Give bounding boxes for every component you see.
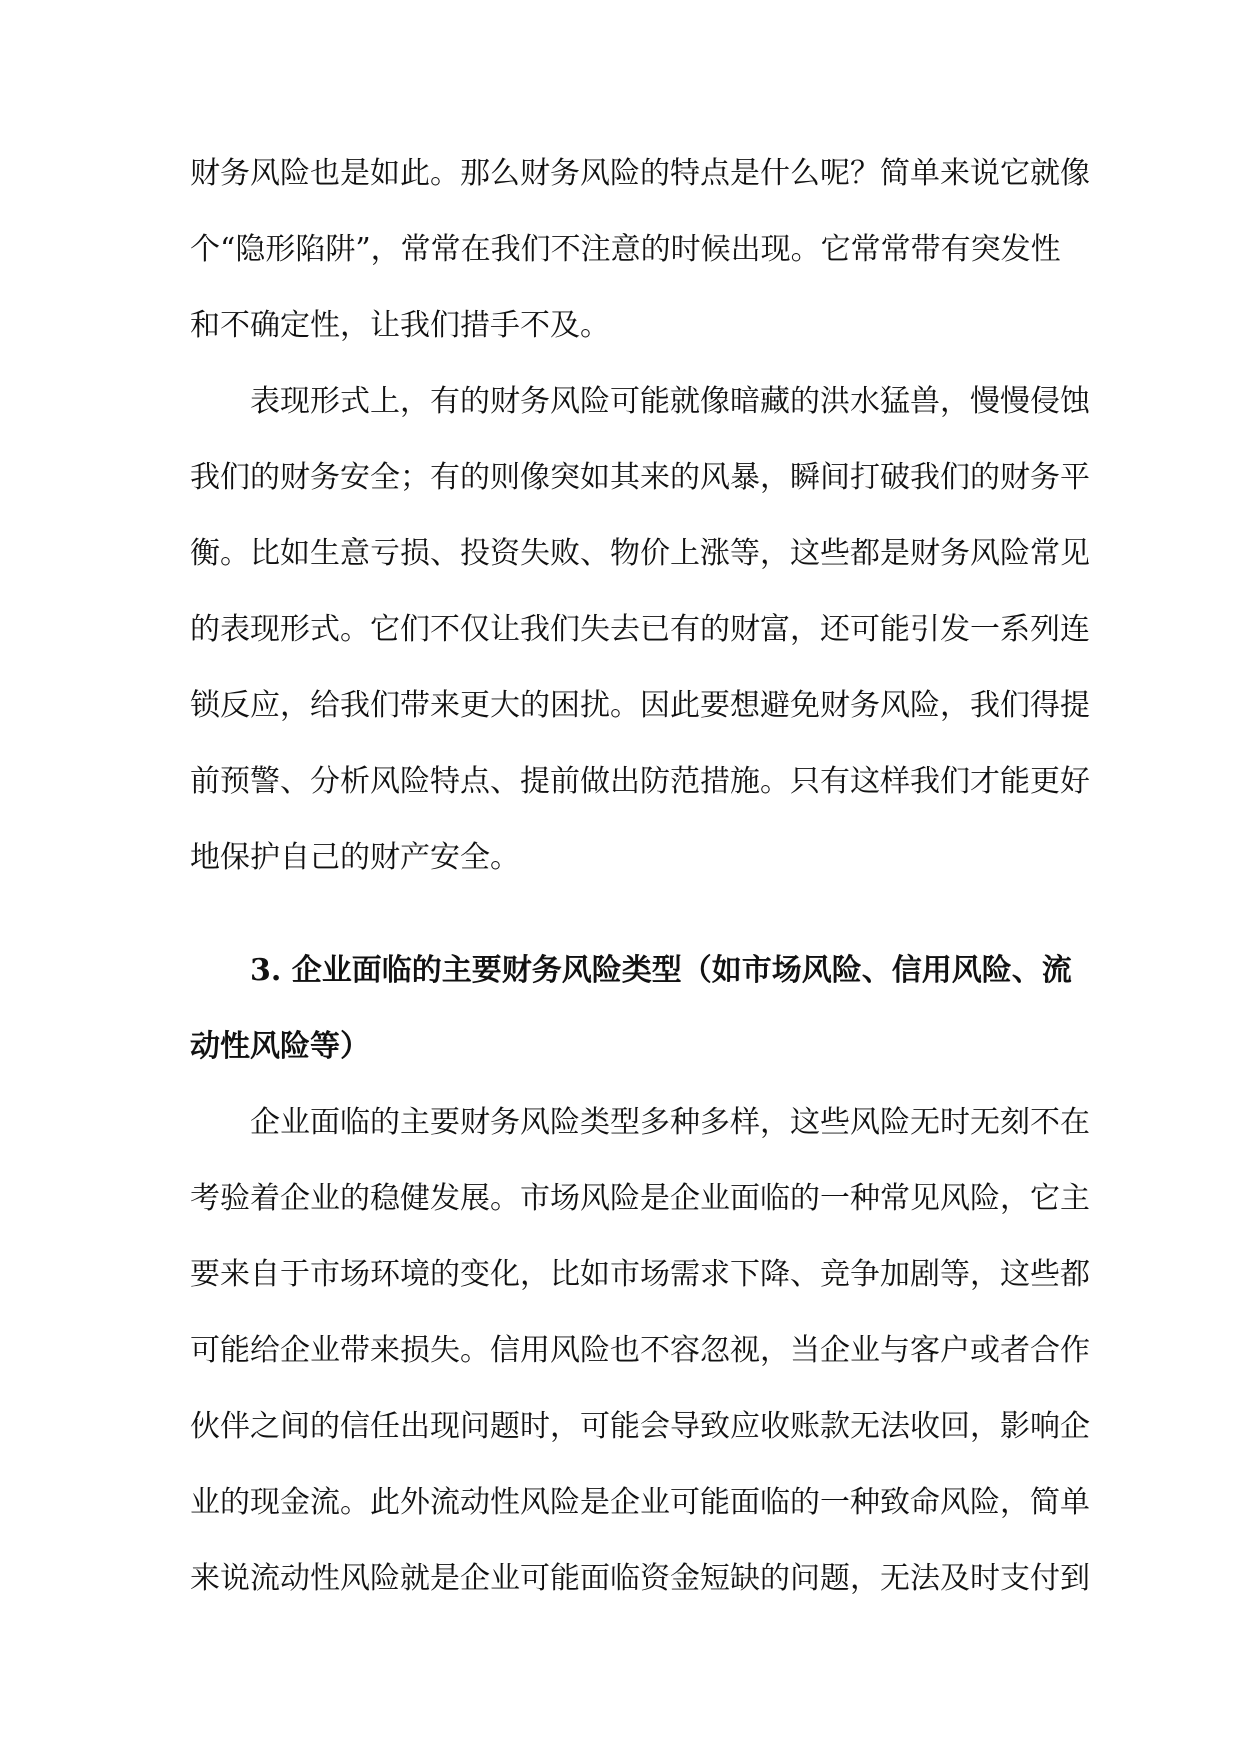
text-line: 来说流动性风险就是企业可能面临资金短缺的问题，无法及时支付到 bbox=[190, 1561, 1090, 1596]
paragraph-risk-types bbox=[190, 1085, 1090, 1617]
text-line: 业的现金流。此外流动性风险是企业可能面临的一种致命风险，简单 bbox=[190, 1485, 1090, 1520]
text-line: 要来自于市场环境的变化，比如市场需求下降、竞争加剧等，这些都 bbox=[190, 1257, 1090, 1292]
section-heading bbox=[190, 933, 1070, 1085]
heading-line: 动性风险等） bbox=[190, 1029, 370, 1064]
text-line: 可能给企业带来损失。信用风险也不容忽视，当企业与客户或者合作 bbox=[190, 1333, 1090, 1368]
paragraph-financial-risk-traits bbox=[190, 136, 1090, 364]
text-line: 个“隐形陷阱”，常常在我们不注意的时候出现。它常常带有突发性 bbox=[190, 232, 1061, 267]
text-line: 考验着企业的稳健发展。市场风险是企业面临的一种常见风险，它主 bbox=[190, 1181, 1090, 1216]
paragraph-risk-manifestations bbox=[190, 364, 1090, 896]
text-line: 表现形式上，有的财务风险可能就像暗藏的洪水猛兽，慢慢侵蚀 bbox=[250, 384, 1090, 419]
text-line: 和不确定性，让我们措手不及。 bbox=[190, 308, 610, 343]
text-line: 地保护自己的财产安全。 bbox=[190, 840, 520, 875]
text-line: 财务风险也是如此。那么财务风险的特点是什么呢？简单来说它就像 bbox=[190, 156, 1090, 191]
heading-line: 3. 企业面临的主要财务风险类型（如市场风险、信用风险、流 bbox=[250, 953, 1072, 988]
text-line: 锁反应，给我们带来更大的困扰。因此要想避免财务风险，我们得提 bbox=[190, 688, 1090, 723]
text-line: 前预警、分析风险特点、提前做出防范措施。只有这样我们才能更好 bbox=[190, 764, 1090, 799]
text-line: 我们的财务安全；有的则像突如其来的风暴，瞬间打破我们的财务平 bbox=[190, 460, 1090, 495]
text-line: 衡。比如生意亏损、投资失败、物价上涨等，这些都是财务风险常见 bbox=[190, 536, 1090, 571]
text-line: 伙伴之间的信任出现问题时，可能会导致应收账款无法收回，影响企 bbox=[190, 1409, 1090, 1444]
text-line: 的表现形式。它们不仅让我们失去已有的财富，还可能引发一系列连 bbox=[190, 612, 1090, 647]
text-line: 企业面临的主要财务风险类型多种多样，这些风险无时无刻不在 bbox=[250, 1105, 1090, 1140]
